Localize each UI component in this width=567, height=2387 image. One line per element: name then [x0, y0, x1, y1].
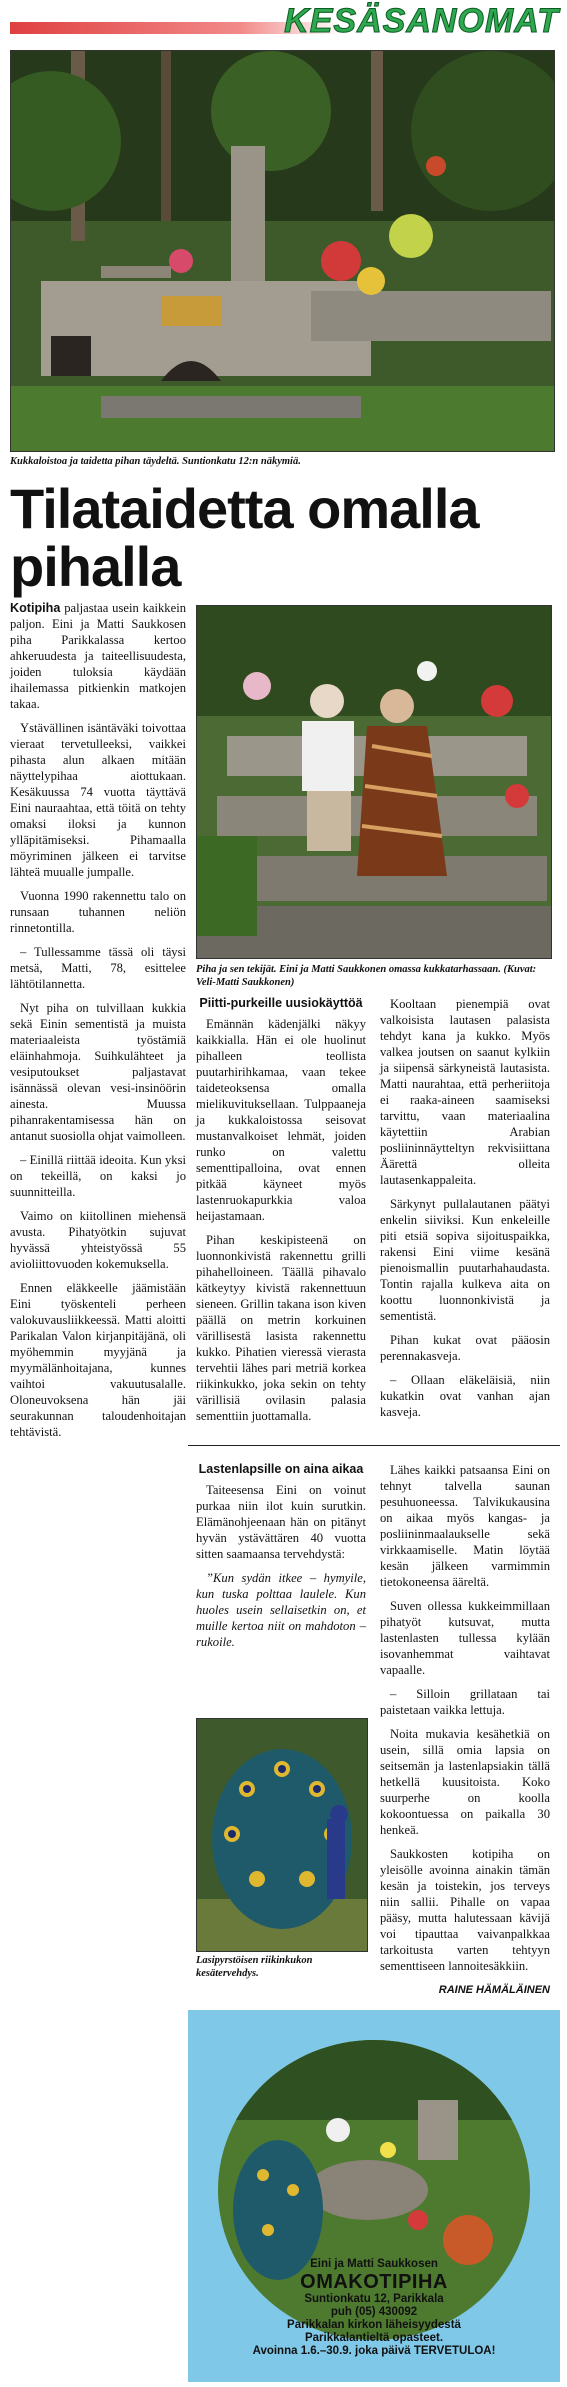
lead-bold: Kotipiha	[10, 601, 61, 615]
subhead-piitti: Piitti-purkeille uusiokäyttöä	[199, 996, 363, 1010]
paragraph: Taiteesensa Eini on voinut purkaa niin ilot kuin surutkin. Elämänohjeenaan hän on pitänyt hyvän ystävättären 40 vuotta sitten saamaansa tervehdystä:	[196, 1483, 366, 1561]
paragraph: – Einillä riittää ideoita. Kun yksi on tekeillä, on kaksi jo suunnitteilla.	[10, 1153, 186, 1199]
peacock-photo	[196, 1718, 368, 1952]
ad-line2: Parikkalantieltä opasteet.	[304, 2332, 444, 2344]
paragraph: Noita mukavia kesähetkiä on usein, sillä omia lapsia on seitsemän ja lastenlapsiakin tällä hetkellä kuusitoista. Koko suurperhe on koolla kokoontuessa on paikalla 30 henkeä.	[380, 1727, 550, 1837]
paragraph: – Tullessamme tässä oli täysi metsä, Matti, 78, esittelee lähtötilannetta.	[10, 945, 186, 991]
middle-photo-caption: Piha ja sen tekijät. Eini ja Matti Saukkonen omassa kukkatarhassaan. (Kuvat: Veli-Matti Saukkonen)	[196, 964, 537, 988]
peacock-illustration	[197, 1719, 367, 1951]
ad-address: Suntionkatu 12, Parikkala	[304, 2293, 444, 2305]
paragraph: Nyt piha on tulvillaan kukkia sekä Einin sementistä ja muista materiaaleista työstämiä eläinhahmoja. Suihkulähteet ja vesiputoukset paljastavat isännässä olevan vesi-insinöörin ainesta. Muussa pihanrakentamisessa hän on antanut suosiolla ohjat vaimolleen.	[10, 1001, 186, 1143]
advertisement	[188, 2010, 560, 2382]
paragraph: Lähes kaikki patsaansa Eini on tehnyt talvella saunan pesuhuoneessa. Talvikukausina on aikaa myös kangas- ja posliininmaalaukselle sekä virkkaamiselle. Matin löytää kesän jälkeen varmimmin tietokoneensa ääreltä.	[380, 1463, 550, 1589]
ad-line3: Avoinna 1.6.–30.9. joka päivä TERVETULOA!	[252, 2345, 496, 2357]
paragraph: Saukkosten kotipiha on yleisölle avoinna ainakin tämän kesän ja toistekin, jos terveys niin sallii. Pihalle on vapaa pääsy, mutta halutessaan kävijä voi tipauttaa vaivanpalkkaa tarkoitusta varten tehtyyn sementtiseen lannoitesäkkiin.	[380, 1847, 550, 1973]
paragraph: Ystävällinen isäntäväki toivottaa vieraat tervetulleeksi, vaikkei pihasta alun alkaen mitään näyttelypihaa aiottukaan. Kesäkuussa 74 vuotta täyttävä Eini nauraahtaa, että töitä on tehty omaksi iloksi ja kunnon ylläpitämiseksi. Pihamaalla möyriminen jälkeen ei tarvitse lähteä muualle jumpalle.	[10, 721, 186, 879]
quote: ”Kun sydän itkee – hymyile, kun tuska polttaa laulele. Kun huoles usein sellaisetkin on, et muille kertoa niit on mahdoton – rukoile.	[196, 1571, 366, 1649]
garden-grill-illustration	[11, 51, 554, 451]
peacock-caption: Lasipyrstöisen riikinkukon kesätervehdys.	[196, 1955, 313, 1979]
author-signature: RAINE HÄMÄLÄINEN	[438, 1984, 550, 1996]
column-2	[196, 996, 366, 1432]
middle-photo-couple	[196, 605, 552, 959]
subhead-lastenlapsille: Lastenlapsille on aina aikaa	[198, 1462, 364, 1476]
headline: Tilataidetta omalla pihalla	[10, 477, 479, 598]
ad-text	[188, 2258, 560, 2358]
top-photo-garden-grill	[10, 50, 555, 452]
column-4	[196, 1462, 366, 1658]
paragraph: Särkynyt pullalautanen päätyi enkelin siiviksi. Kun enkeleille piti etsiä sopiva sijoituspaikka, rakensi Eini viime kesänä pienoismallin puutarhahaudasta. Tontin rajalla kulkeva aita on koottu luonnonkivistä ja sementistä.	[380, 1197, 550, 1323]
section-divider	[188, 1445, 560, 1446]
paragraph: Vuonna 1990 rakennettu talo on runsaan tuhannen neliön rinnetontilla.	[10, 889, 186, 935]
ad-phone: puh (05) 430092	[330, 2306, 418, 2318]
paragraph: Emännän kädenjälki näkyy kaikkialla. Hän ei ole huolinut pihalleen teollista puutarhirihkamaa, vaan tekee taideteoksensa omalla mielikuvituksellaan. Tulppaaneja ja kukkaloistossa seisovat mustanvalkoiset lehmät, joiden runko on valettu sementtipalloina, ovat ennen pitkää käyneet myös lastenruokapurkkia valoa heijastamaan.	[196, 1017, 366, 1223]
couple-illustration	[197, 606, 551, 958]
paragraph: Vaimo on kiitollinen miehensä avusta. Pihatyötkin sujuvat hyvässä yhteistyössä 55 avioliittovuoden kokemuksella.	[10, 1209, 186, 1271]
column-1	[10, 600, 186, 1448]
lead-rest: paljastaa usein kaikkein paljon. Eini ja Matti Saukkosen piha Parikkalassa kertoo ahkeruudesta ja taiteellisuudesta, joiden tuloksia käydään ihailemassa pitkienkin matkojen takaa.	[10, 601, 186, 711]
ad-names: Eini ja Matti Saukkosen	[310, 2258, 438, 2270]
paragraph: – Ollaan eläkeläisiä, niin kukatkin ovat vanhan ajan kasveja.	[380, 1373, 550, 1419]
paragraph: Pihan kukat ovat pääosin perennakasveja.	[380, 1333, 550, 1363]
ad-line1: Parikkalan kirkon läheisyydestä	[287, 2319, 461, 2331]
paragraph: Pihan keskipisteenä on luonnonkivistä rakennettu grilli pihahelloineen. Täällä pihavalo kätkeytyy kivistä rakennettuun sieneen. Grillin takana ison kiven päällä on metrin korkuinen värillisestä lasista rakennettu kukko. Pihatien vieressä vierasta tervehtii lähes pari metriä korkea riikinkukko, joka sekin on tehty värillisiä ovilasin palasia sementtiin juottamalla.	[196, 1233, 366, 1423]
paragraph: Suven ollessa kukkeimmillaan pihatyöt kutsuvat, mutta lastenlasten tullessa kylään isovanhemmat vaihtavat vapaalle.	[380, 1599, 550, 1677]
paragraph: Kooltaan pienempiä ovat valkoisista lautasen palasista tehdyt kana ja kukko. Myös valkea joutsen on saanut kylkiin ja siipensä särkyneistä lautasista. Matti naurahtaa, että perheriitoja ei raaka-aineen saamiseksi tarvittu, vaan materiaalina käytettiin Arabian posliininnäytteltyn rekvisiittana Äärettä olleita lautasenkappaleita.	[380, 997, 550, 1187]
column-5	[380, 1462, 550, 1998]
top-photo-caption: Kukkaloistoa ja taidetta pihan täydeltä. Suntionkatu 12:n näkymiä.	[10, 456, 301, 467]
paragraph: Ennen eläkkeelle jäämistään Eini työskenteli perheen valokuvausliikkeessä. Matti aloitti Parikalan Valon kirjanpitäjänä, oli myöhemmin myyjänä ja myymälänhoitajana, kunnes vaihtoi vakuutusalalle. Oloneuvoksena hän jäi seurakunnan taloudenhoitajan tehtävistä.	[10, 1281, 186, 1439]
masthead: KESÄSANOMAT	[284, 2, 559, 40]
lead-paragraph	[10, 600, 186, 712]
column-3	[380, 996, 550, 1428]
ad-title: OMAKOTIPIHA	[300, 2271, 448, 2293]
paragraph: – Silloin grillataan tai paistetaan vaikka lettuja.	[380, 1687, 550, 1717]
